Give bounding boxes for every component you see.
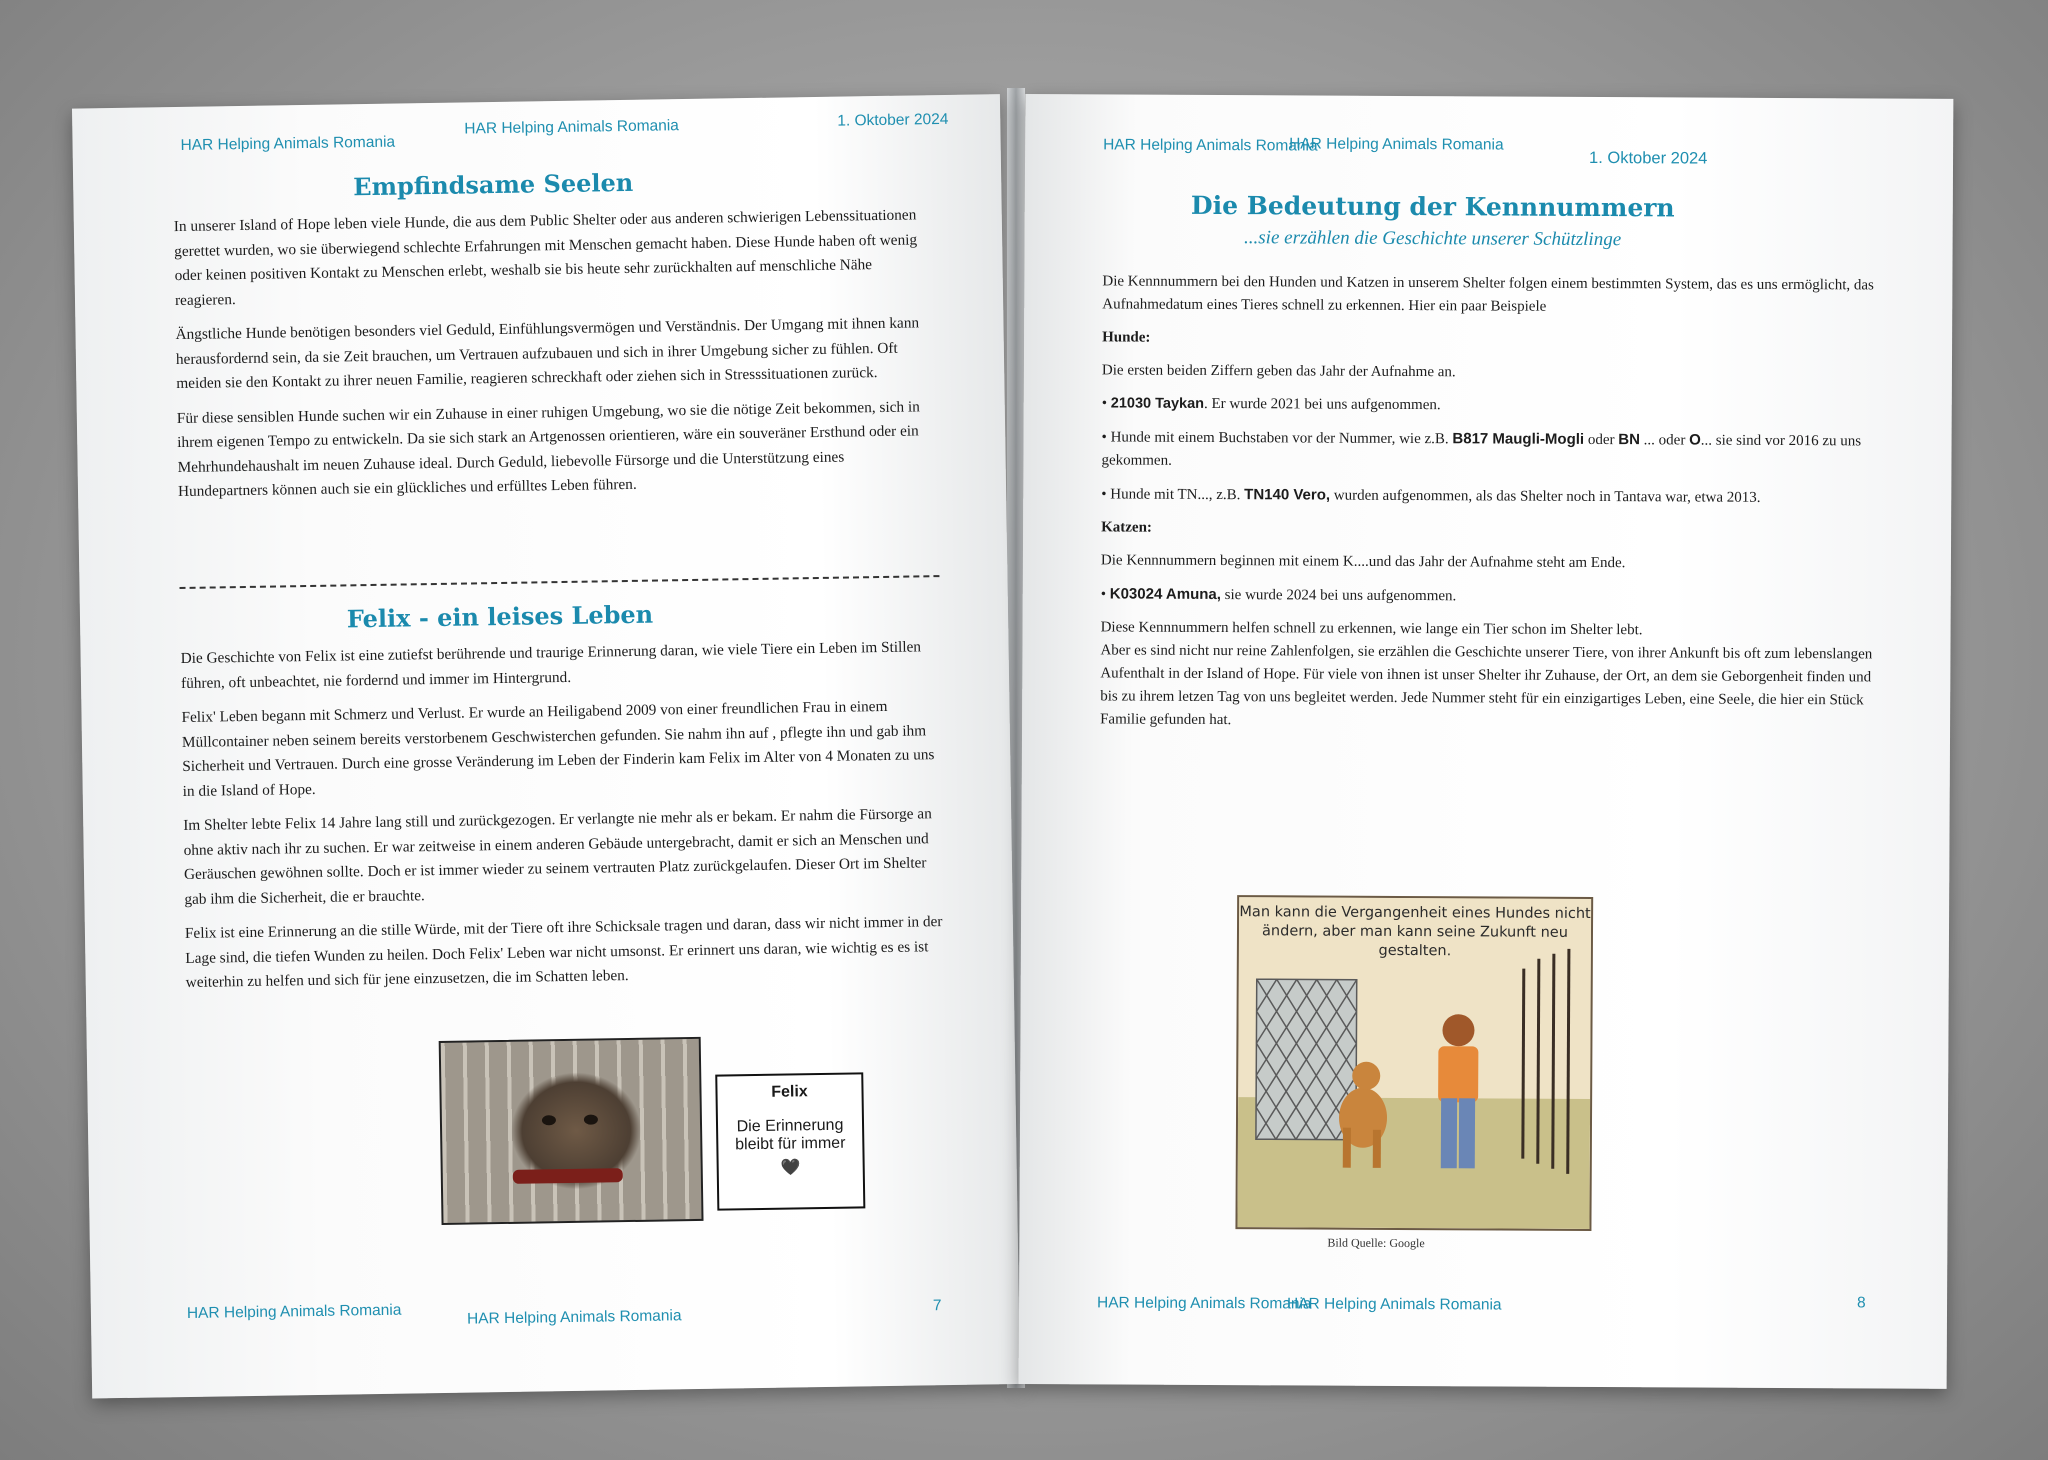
id-code: TN140 Vero, <box>1244 486 1331 504</box>
bullet-text: Hunde mit TN..., z.B. <box>1110 486 1245 504</box>
article-title-felix: Felix - ein leises Leben <box>346 599 654 634</box>
bullet-maugli: • Hunde mit einem Buchstaben vor der Nummer, wie z.B. B817 Maugli-Mogli oder BN ... oder O... sie sind vor 2016 zu uns gekommen. <box>1101 429 1862 469</box>
section-divider <box>180 575 940 589</box>
image-source-caption: Bild Quelle: Google <box>1327 1235 1425 1251</box>
id-code: K03024 Amuna, <box>1109 585 1221 604</box>
page-number: 8 <box>1857 1294 1866 1312</box>
heart-icon: 🖤 <box>780 1159 801 1177</box>
bullet-text: oder <box>1584 431 1619 449</box>
header-org-left: HAR Helping Animals Romania <box>1103 136 1318 155</box>
bullet-text: Hunde mit einem Buchstaben vor der Nummer, wie z.B. <box>1110 429 1453 448</box>
article-body-empfindsame <box>174 203 939 514</box>
dog-collar <box>513 1168 623 1184</box>
closing-line: Diese Kennnummern helfen schnell zu erkennen, wie lange ein Tier schon im Shelter lebt. <box>1100 619 1643 639</box>
header-date: 1. Oktober 2024 <box>837 110 949 130</box>
article-title-empfindsame: Empfindsame Seelen <box>353 167 634 202</box>
memorial-line1: Die Erinnerung <box>736 1116 844 1136</box>
bullet-text: wurden aufgenommen, als das Shelter noch in Tantava war, etwa 2013. <box>1330 487 1761 506</box>
page-number: 7 <box>932 1297 942 1315</box>
paragraph: Die Geschichte von Felix ist eine zutiefst berührende und traurige Erinnerung daran, wie viele Tiere ein Leben im Stillen führen, oft unbeachtet, nie fordernd und immer im Hintergrund. <box>180 638 922 692</box>
cats-intro: Die Kennnummern beginnen mit einem K....und das Jahr der Aufnahme steht am Ende. <box>1100 552 1626 572</box>
dog-eye <box>584 1115 598 1125</box>
bullet-text: ... sie sind vor 2016 zu uns gekommen. <box>1101 432 1862 469</box>
bullet-vero: • Hunde mit TN..., z.B. TN140 Vero, wurden aufgenommen, als das Shelter noch in Tantava war, etwa 2013. <box>1101 486 1761 506</box>
paragraph: Felix' Leben begann mit Schmerz und Verlust. Er wurde an Heiligabend 2009 von einer freundlichen Frau in einem Müllcontainer neben seinem bereits verstorbenem Geschwisterchen gefunden. Sie nahm ihn auf , pflegte ihn und gab ihm Sicherheit und Vertrauen. Durch eine grosse Veränderung im Leben der Finderin kam Felix im Alter von 4 Monaten zu uns in die Island of Hope. <box>181 697 935 800</box>
id-code: BN <box>1618 431 1640 449</box>
header-org-left: HAR Helping Animals Romania <box>180 133 396 154</box>
memorial-line2: bleibt für immer <box>735 1134 846 1154</box>
paragraph: In unserer Island of Hope leben viele Hunde, die aus dem Public Shelter oder aus anderen schwierigen Lebenssituationen gerettet wurden, wo sie überwiegend schlechte Erfahrungen mit Menschen gemacht haben. Diese Hunde haben oft wenig oder keinen positiven Kontakt zu Menschen erlebt, weshalb sie bis heute sehr zurückhalten auf menschliche Nähe reagieren. <box>173 206 918 309</box>
bullet-taykan: • 21030 Taykan. Er wurde 2021 bei uns aufgenommen. <box>1101 395 1441 414</box>
bullet-text: . Er wurde 2021 bei uns aufgenommen. <box>1203 395 1441 414</box>
paragraph: Ängstliche Hunde benötigen besonders viel Geduld, Einfühlungsvermögen und Verständnis. Der Umgang mit ihnen kann herausfordernd sein, da sie Zeit brauchen, um Vertrauen aufzubauen und sich in ihrer Umgebung sicher zu fühlen. Oft meiden sie den Kontakt zu ihrer neuen Familie, reagieren schreckhaft oder ziehen sich in Stresssituationen zurück. <box>175 314 920 393</box>
comic-illustration <box>1235 895 1593 1231</box>
footer-org-left: HAR Helping Animals Romania <box>186 1301 402 1322</box>
id-code: 21030 Taykan <box>1110 395 1205 412</box>
comic-caption: Man kann die Vergangenheit eines Hundes nicht ändern, aber man kann seine Zukunft neu gestalten. <box>1239 904 1591 960</box>
bullet-text: sie wurde 2024 bei uns aufgenommen. <box>1220 587 1457 605</box>
header-date: 1. Oktober 2024 <box>1589 148 1708 168</box>
paragraph: Felix ist eine Erinnerung an die stille Würde, mit der Tiere oft ihre Schicksale tragen und daran, dass wir nicht immer in der Lage sind, die tiefen Wunden zu heilen. Doch Felix' Leben war nicht umsonst. Er erinnert uns daran, wie wichtig es es ist weiterhin zu helfen und sich für jene einzusetzen, die im Schatten leben. <box>184 913 943 991</box>
left-page <box>72 94 1020 1398</box>
dogs-heading: Hunde: <box>1102 329 1151 346</box>
article-body-felix <box>180 635 946 1005</box>
felix-dog-photo <box>439 1037 704 1225</box>
article-subtitle: ...sie erzählen die Geschichte unserer Schützlinge <box>1244 227 1622 251</box>
bullet-amuna: • K03024 Amuna, sie wurde 2024 bei uns aufgenommen. <box>1100 585 1457 605</box>
footer-org-left: HAR Helping Animals Romania <box>1097 1294 1312 1313</box>
closing-paragraph: Aber es sind nicht nur reine Zahlenfolgen, sie erzählen die Geschichte unserer Tiere, von ihrer Ankunft bis oft zum lebenslangen Aufenthalt in der Island of Hope. Für viele von ihnen ist unser Shelter ihr Zuhause, der Ort, an dem sie Geborgenheit finden und bis zu ihrem letzen Tag von uns begleitet werden. Jede Nummer steht für ein einzigartiges Leben, eine Seele, die hier ein Stück Familie gefunden hat. <box>1100 642 1873 729</box>
id-code: B817 Maugli-Mogli <box>1452 430 1585 448</box>
id-code: O <box>1689 431 1701 449</box>
dog-eye <box>542 1115 556 1125</box>
paragraph: Für diese sensiblen Hunde suchen wir ein Zuhause in einer ruhigen Umgebung, wo sie die nötige Zeit bekommen, sich in ihrem eigenen Tempo zu entwickeln. Da sie sich stark an Artgenossen orientieren, wäre ein souveräner Ersthund oder ein Mehrhundehaushalt im neuen Zuhause ideal. Durch Geduld, liebevolle Fürsorge und die Unterstützung eines Hundepartners können auch sie ein glückliches und erfülltes Leben führen. <box>176 397 920 501</box>
bullet-text: ... oder <box>1639 432 1690 449</box>
paragraph: Im Shelter lebte Felix 14 Jahre lang still und zurückgezogen. Er verlangte nie mehr als er bekam. Er nahm die Fürsorge an ohne aktiv nach ihr zu suchen. Er war zeitweise in einem anderen Gebäude untergebracht, damit er sich an Menschen und Geräuschen gewöhnen sollte. Doch er ist immer wieder zu seinem vertrauten Platz zurückgelaufen. Dieser Ort im Shelter gab ihm die Sicherheit, die er brauchte. <box>183 805 932 908</box>
memorial-name: Felix <box>771 1083 808 1101</box>
footer-org-middle: HAR Helping Animals Romania <box>1287 1295 1502 1314</box>
header-org-middle: HAR Helping Animals Romania <box>1289 135 1504 154</box>
cats-heading: Katzen: <box>1101 519 1152 536</box>
right-page <box>1019 94 1954 1389</box>
memorial-card <box>715 1072 865 1210</box>
paragraph-intro: Die Kennnummern bei den Hunden und Katzen in unserem Shelter folgen einem bestimmten System, das es uns ermöglicht, das Aufnahmedatum eines Tieres schnell zu erkennen. Hier ein paar Beispiele <box>1102 273 1874 315</box>
open-magazine <box>82 94 1964 1384</box>
header-org-middle: HAR Helping Animals Romania <box>464 117 679 138</box>
footer-org-middle: HAR Helping Animals Romania <box>466 1307 682 1328</box>
article-title-kennnummern: Die Bedeutung der Kennnummern <box>1190 190 1675 223</box>
article-body-kennnummern <box>1100 270 1882 745</box>
dogs-intro: Die ersten beiden Ziffern geben das Jahr der Aufnahme an. <box>1101 362 1456 381</box>
